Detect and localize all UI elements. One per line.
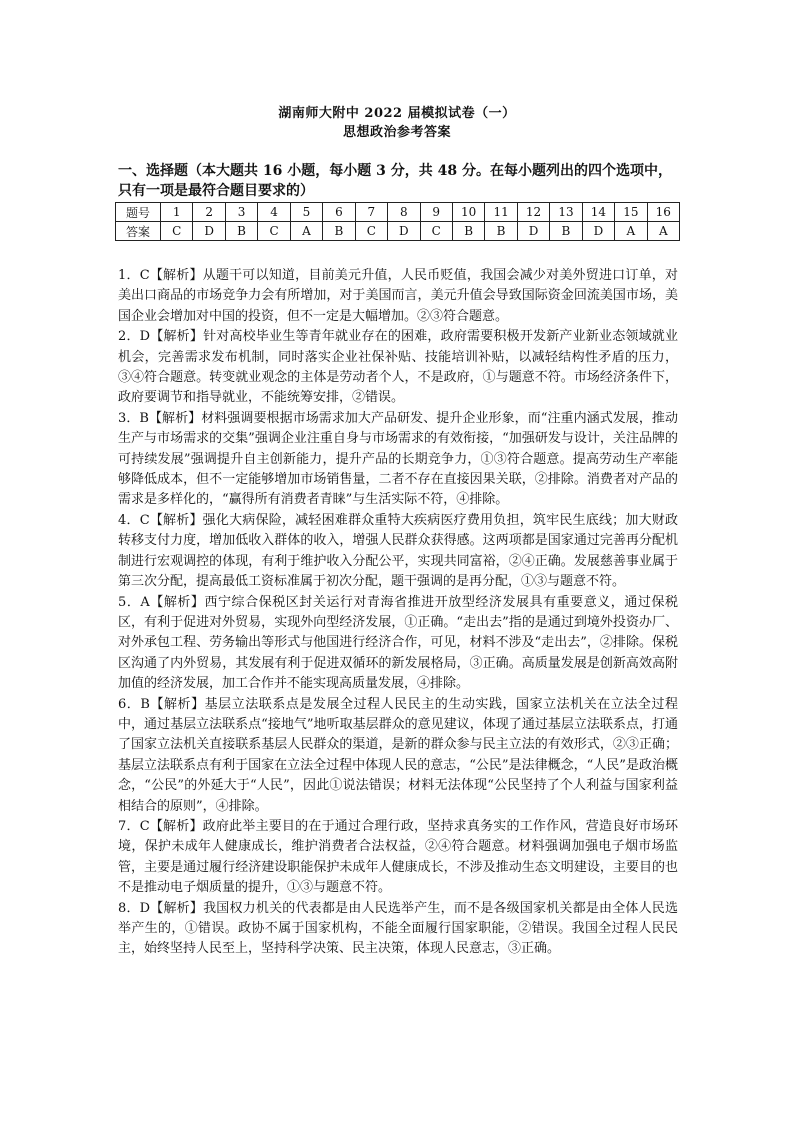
answer-cell: D xyxy=(388,222,420,241)
explanation-item: 3．B【解析】材料强调要根据市场需求加大产品研发、提升企业形象，而“注重内涵式发展，推动生产与市场需求的交集”强调企业注重自身与市场需求的有效衔接，“加强研发与设计，关注品牌的可持续发展”强调提升自主创新能力，提升产品的长期竞争力，①③符合题意。提高劳动生产率能够降低成本，但不一定能够增加市场销售量，二者不存在直接因果关联，②排除。消费者对产品的需求是多样化的，“赢得所有消费者青睐”与生活实际不符，④排除。 xyxy=(118,410,678,508)
question-number: 12 xyxy=(517,203,549,222)
question-number: 4 xyxy=(258,203,290,222)
answer-cell: D xyxy=(193,222,225,241)
question-number: 9 xyxy=(420,203,452,222)
question-number: 5 xyxy=(290,203,322,222)
question-number: 7 xyxy=(355,203,387,222)
answer-cell: C xyxy=(258,222,290,241)
answer-row xyxy=(116,222,680,241)
explanation-item: 8．D【解析】我国权力机关的代表都是由人民选举产生，而不是各级国家机关都是由全体人民选举产生的，①错误。政协不属于国家机构，不能全面履行国家职能，②错误。我国全过程人民民主，始终坚持人民至上，坚持科学决策、民主决策，体现人民意志，③正确。 xyxy=(118,900,678,957)
answer-cell: A xyxy=(647,222,679,241)
explanation-item: 5．A【解析】西宁综合保税区封关运行对青海省推进开放型经济发展具有重要意义，通过保税区，有利于促进对外贸易，实现外向型经济发展，①正确。“走出去”指的是通过到境外投资办厂、对外承包工程、劳务输出等形式与他国进行经济合作，可见，材料不涉及“走出去”，②排除。保税区沟通了内外贸易，其发展有利于促进双循环的新发展格局，③正确。高质量发展是创新高效高附加值的经济发展，加工合作并不能实现高质量发展，④排除。 xyxy=(118,594,678,692)
answer-cell: C xyxy=(355,222,387,241)
answer-cell: D xyxy=(517,222,549,241)
answer-cell: D xyxy=(582,222,614,241)
question-number: 15 xyxy=(615,203,647,222)
question-number: 10 xyxy=(452,203,484,222)
answer-cell: A xyxy=(615,222,647,241)
answer-cell: C xyxy=(161,222,193,241)
answer-cell: A xyxy=(290,222,322,241)
question-number-row xyxy=(116,203,680,222)
explanation-item: 6．B【解析】基层立法联系点是发展全过程人民民主的生动实践，国家立法机关在立法全过程中，通过基层立法联系点“接地气”地听取基层群众的意见建议，体现了通过基层立法联系点，打通了国家立法机关直接联系基层人民群众的渠道，是新的群众参与民主立法的有效形式，②③正确；基层立法联系点有利于国家在立法全过程中体现人民的意志，“公民”是法律概念，“人民”是政治概念，“公民”的外延大于“人民”，因此①说法错误；材料无法体现“公民坚持了个人利益与国家利益相结合的原则”，④排除。 xyxy=(118,696,678,814)
row-label-answer: 答案 xyxy=(116,222,161,241)
question-number: 1 xyxy=(161,203,193,222)
answer-cell: B xyxy=(485,222,517,241)
explanation-item: 1．C【解析】从题干可以知道，目前美元升值，人民币贬值，我国会减少对美外贸进口订单，对美出口商品的市场竞争力会有所增加，对于美国而言，美元升值会导致国际资金回流美国市场，美国企业会增加对中国的投资，但不一定是大幅增加。②③符合题意。 xyxy=(118,268,678,324)
exam-title: 湖南师大附中 2022 届模拟试卷（一） xyxy=(278,106,516,121)
question-number: 3 xyxy=(225,203,257,222)
answer-table xyxy=(115,202,680,241)
question-number: 13 xyxy=(550,203,582,222)
answer-cell: B xyxy=(323,222,355,241)
question-number: 2 xyxy=(193,203,225,222)
answer-cell: B xyxy=(225,222,257,241)
explanations-list xyxy=(118,266,678,960)
section-heading: 一、选择题（本大题共 16 小题，每小题 3 分，共 48 分。在每小题列出的四个选项中，只有一项是最符合题目要求的） xyxy=(118,163,672,199)
answer-cell: C xyxy=(420,222,452,241)
explanation-item: 7．C【解析】政府此举主要目的在于通过合理行政，坚持求真务实的工作作风，营造良好市场环境，保护未成年人健康成长，维护消费者合法权益，②④符合题意。材料强调加强电子烟市场监管，主要是通过履行经济建设职能保护未成年人健康成长，不涉及推动生态文明建设，主要目的也不是推动电子烟质量的提升，①③与题意不符。 xyxy=(118,818,678,896)
question-number: 16 xyxy=(647,203,679,222)
exam-subtitle: 思想政治参考答案 xyxy=(342,125,451,140)
question-number: 11 xyxy=(485,203,517,222)
question-number: 8 xyxy=(388,203,420,222)
answer-cell: B xyxy=(550,222,582,241)
question-number: 6 xyxy=(323,203,355,222)
row-label-number: 题号 xyxy=(116,203,161,222)
explanation-item: 2．D【解析】针对高校毕业生等青年就业存在的困难，政府需要积极开发新产业新业态领域就业机会，完善需求发布机制，同时落实企业社保补贴、技能培训补贴，以减轻结构性矛盾的压力，③④符合题意。转变就业观念的主体是劳动者个人，不是政府，①与题意不符。市场经济条件下，政府要调节和指导就业，不能统筹安排，②错误。 xyxy=(118,329,678,406)
answer-cell: B xyxy=(452,222,484,241)
explanation-item: 4．C【解析】强化大病保险，减轻困难群众重特大疾病医疗费用负担，筑牢民生底线；加大财政转移支付力度，增加低收入群体的收入，增强人民群众获得感。这两项都是国家通过完善再分配机制进行宏观调控的体现，有利于维护收入分配公平，实现共同富裕，②④正确。发展慈善事业属于第三次分配，提高最低工资标准属于初次分配，题干强调的是再分配，①③与题意不符。 xyxy=(118,512,678,590)
question-number: 14 xyxy=(582,203,614,222)
